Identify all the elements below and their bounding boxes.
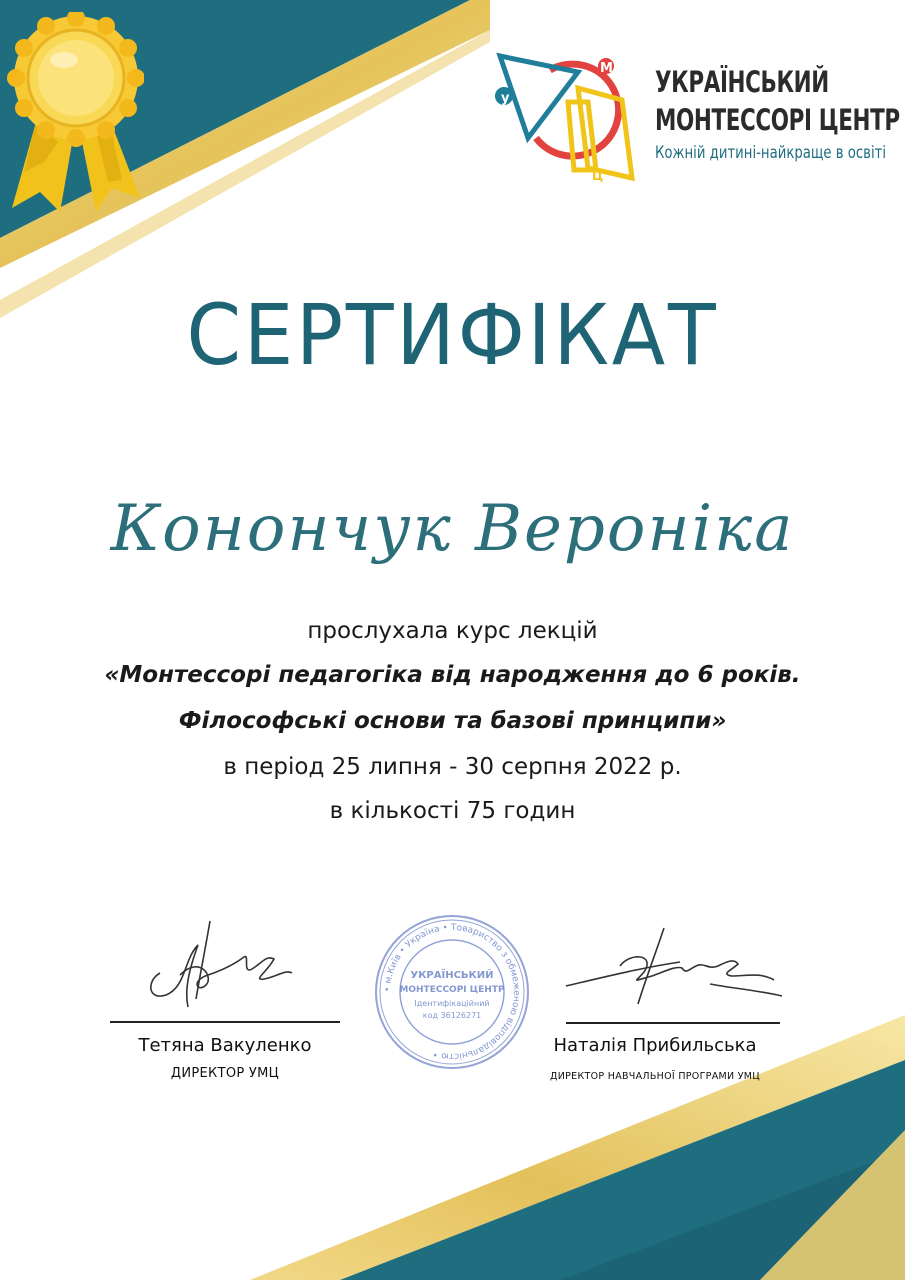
stamp-center-3: Ідентифікаційний bbox=[414, 999, 490, 1008]
award-ribbon-icon bbox=[4, 12, 144, 217]
signature-line-2 bbox=[566, 1022, 780, 1024]
signatory-1-name: Тетяна Вакуленко bbox=[138, 1035, 312, 1056]
course-title-line1: «Монтессорі педагогіка від народження до 6 років. bbox=[104, 662, 801, 688]
svg-text:у: у bbox=[501, 91, 510, 106]
signatory-2-name: Наталія Прибильська bbox=[553, 1035, 757, 1056]
signature-line-1 bbox=[110, 1021, 340, 1023]
stamp-ring-text: • м.Київ • Україна • Товариство з обмеженою відповідальністю • bbox=[382, 922, 522, 1062]
signature-2-icon bbox=[560, 918, 790, 1018]
course-intro: прослухала курс лекцій bbox=[307, 618, 598, 644]
organization-logo bbox=[492, 42, 900, 192]
recipient-name: Конончук Вероніка bbox=[110, 492, 795, 566]
signatory-2-role: ДИРЕКТОР НАВЧАЛЬНОЇ ПРОГРАМИ УМЦ bbox=[550, 1071, 760, 1082]
org-tagline: Кожній дитині-найкраще в освіті bbox=[655, 143, 887, 163]
course-period: в період 25 липня - 30 серпня 2022 р. bbox=[223, 754, 682, 780]
logo-letter-m: М bbox=[600, 61, 613, 76]
certificate-title: СЕРТИФІКАТ bbox=[186, 286, 719, 384]
logo-mark-icon bbox=[492, 42, 652, 192]
official-stamp-icon bbox=[372, 912, 532, 1072]
stamp-center-4: код 36126271 bbox=[422, 1011, 482, 1020]
signature-1-icon bbox=[140, 915, 300, 1015]
stamp-center-1: УКРАЇНСЬКИЙ bbox=[410, 970, 494, 981]
logo-letter-ts: Ц bbox=[592, 169, 604, 183]
org-name-line1: УКРАЇНСЬКИЙ bbox=[655, 65, 829, 99]
course-title-line2: Філософські основи та базові принципи» bbox=[178, 708, 727, 734]
signatory-1-role: ДИРЕКТОР УМЦ bbox=[170, 1066, 280, 1081]
stamp-center-2: МОНТЕССОРІ ЦЕНТР bbox=[399, 985, 505, 995]
course-hours: в кількості 75 годин bbox=[329, 798, 576, 824]
org-name-line2: МОНТЕССОРІ ЦЕНТР bbox=[655, 103, 900, 137]
